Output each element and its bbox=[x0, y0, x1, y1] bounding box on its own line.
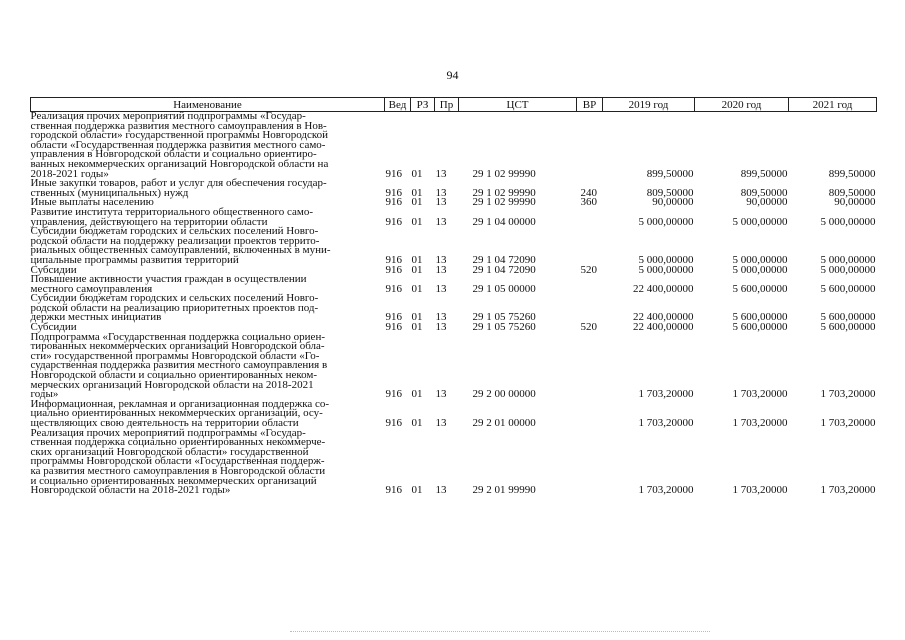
row-vr bbox=[577, 112, 603, 180]
header-2020: 2020 год bbox=[695, 98, 789, 112]
row-name-line: Развитие института территориального общественного само- bbox=[30, 205, 314, 218]
row-name-line: ских организаций Новгородской области» государственной bbox=[30, 445, 309, 458]
row-amount-2020: 5 600,00000 bbox=[732, 282, 788, 295]
row-vr: 520 bbox=[580, 321, 597, 334]
row-name-line: городской области» государственной программы Новгородской bbox=[30, 129, 329, 142]
row-cst: 29 1 05 00000 bbox=[472, 282, 536, 295]
table-row bbox=[31, 294, 877, 323]
table-row bbox=[31, 227, 877, 265]
row-pr: 13 bbox=[435, 484, 447, 497]
row-amount-2019: 5 000,00000 bbox=[638, 263, 694, 276]
table-row bbox=[31, 333, 877, 400]
row-name-line: держки местных инициатив bbox=[30, 311, 162, 324]
row-name-line: Новгородской области и социально ориентированных неком- bbox=[30, 369, 318, 382]
row-cst: 29 2 01 99990 bbox=[472, 484, 536, 497]
row-name bbox=[30, 330, 385, 401]
row-amount-2021: 899,50000 bbox=[828, 167, 876, 180]
row-name-line: циально ориентированных некоммерческих организаций, осу- bbox=[30, 407, 323, 420]
table-row bbox=[31, 429, 877, 496]
row-amount-2021: 90,00000 bbox=[834, 196, 876, 209]
row-amount-2019: 1 703,20000 bbox=[638, 417, 694, 429]
row-pr: 13 bbox=[435, 167, 447, 180]
row-name-line: управления в Новгородской области и социально ориентиро- bbox=[30, 148, 317, 161]
row-amount-2020: 899,50000 bbox=[740, 167, 788, 180]
row-amount-2021: 5 600,00000 bbox=[820, 311, 876, 324]
row-name bbox=[30, 397, 385, 429]
row-name bbox=[31, 112, 385, 180]
row-vr: 360 bbox=[580, 196, 597, 209]
row-amount-2020: 5 600,00000 bbox=[732, 321, 788, 334]
row-name-line: сти» государственной программы Новгородской области «Го- bbox=[30, 349, 320, 362]
header-ved: Вед bbox=[385, 98, 411, 112]
row-amount-2021: 1 703,20000 bbox=[820, 484, 876, 497]
row-amount-2021: 1 703,20000 bbox=[820, 417, 876, 429]
row-cst: 29 1 02 99990 bbox=[472, 196, 536, 209]
row-amount-2020: 5 000,00000 bbox=[732, 253, 788, 266]
row-pr: 13 bbox=[435, 196, 447, 209]
row-rz: 01 bbox=[411, 311, 423, 324]
row-amount-2019: 809,50000 bbox=[646, 186, 694, 199]
row-ved: 916 bbox=[385, 253, 402, 266]
row-pr: 13 bbox=[435, 417, 447, 429]
row-cst: 29 1 05 75260 bbox=[472, 311, 536, 324]
row-amount-2021: 809,50000 bbox=[828, 186, 876, 199]
row-vr bbox=[577, 208, 603, 227]
row-cst: 29 1 04 00000 bbox=[472, 215, 536, 228]
page-number: 94 bbox=[446, 68, 459, 82]
row-cst: 29 1 02 99990 bbox=[472, 186, 536, 199]
row-vr bbox=[577, 275, 603, 294]
row-ved: 916 bbox=[385, 484, 402, 497]
row-pr: 13 bbox=[435, 311, 447, 324]
row-name-line: Субсидии bbox=[30, 321, 77, 334]
row-amount-2019: 90,00000 bbox=[652, 196, 694, 209]
row-rz: 01 bbox=[411, 417, 423, 429]
row-name-line: сударственная поддержка развития местного самоуправления в bbox=[30, 359, 328, 372]
row-name-line: 2018-2021 годы» bbox=[30, 167, 109, 180]
row-name-line: родской области на поддержку реализации проектов террито- bbox=[30, 234, 320, 247]
row-ved: 916 bbox=[385, 167, 402, 180]
header-2021: 2021 год bbox=[789, 98, 877, 112]
row-vr bbox=[577, 227, 603, 265]
budget-table bbox=[30, 97, 877, 496]
header-vr: ВР bbox=[577, 98, 603, 112]
row-vr bbox=[577, 429, 603, 496]
row-name-line: годы» bbox=[30, 388, 59, 401]
row-amount-2019: 22 400,00000 bbox=[633, 321, 694, 334]
row-ved: 916 bbox=[385, 186, 402, 199]
row-rz: 01 bbox=[411, 196, 423, 209]
row-rz: 01 bbox=[411, 253, 423, 266]
row-amount-2019: 899,50000 bbox=[646, 167, 694, 180]
row-vr bbox=[577, 333, 603, 400]
row-name-line: Новгородской области на 2018-2021 годы» bbox=[30, 484, 231, 497]
row-cst: 29 2 01 00000 bbox=[472, 417, 536, 429]
row-amount-2021: 5 600,00000 bbox=[820, 321, 876, 334]
row-amount-2020: 1 703,20000 bbox=[732, 388, 788, 401]
row-ved: 916 bbox=[385, 263, 402, 276]
row-name-line: ственных (муниципальных) нужд bbox=[30, 186, 189, 199]
table-row bbox=[31, 400, 877, 429]
row-ved: 916 bbox=[385, 417, 402, 429]
row-name-line: Информационная, рекламная и организационная поддержка со- bbox=[30, 397, 330, 410]
row-amount-2019: 22 400,00000 bbox=[633, 282, 694, 295]
row-name-line: Реализация прочих мероприятий подпрограммы «Государ- bbox=[30, 110, 306, 122]
row-pr: 13 bbox=[435, 282, 447, 295]
row-amount-2021: 5 000,00000 bbox=[820, 215, 876, 228]
row-amount-2020: 90,00000 bbox=[746, 196, 788, 209]
row-vr: 520 bbox=[580, 263, 597, 276]
row-amount-2020: 5 000,00000 bbox=[732, 263, 788, 276]
row-name-line: Субсидии бюджетам городских и сельских поселений Новго- bbox=[30, 292, 319, 305]
table-row bbox=[31, 112, 877, 180]
row-rz: 01 bbox=[411, 388, 423, 401]
row-ved: 916 bbox=[385, 388, 402, 401]
row-amount-2019: 22 400,00000 bbox=[633, 311, 694, 324]
row-ved: 916 bbox=[385, 215, 402, 228]
row-amount-2021: 5 000,00000 bbox=[820, 263, 876, 276]
row-amount-2019: 5 000,00000 bbox=[638, 215, 694, 228]
row-amount-2020: 1 703,20000 bbox=[732, 417, 788, 429]
row-pr: 13 bbox=[435, 215, 447, 228]
row-name-line: мерческих организаций Новгородской области на 2018-2021 bbox=[30, 378, 314, 391]
row-amount-2020: 809,50000 bbox=[740, 186, 788, 199]
row-amount-2020: 5 000,00000 bbox=[732, 215, 788, 228]
scan-artifact-line bbox=[290, 631, 710, 634]
row-name-line: области «Государственная поддержка развития местного само- bbox=[30, 138, 326, 151]
row-name-line: Субсидии bbox=[30, 263, 77, 276]
row-name-line: ка развития местного самоуправления в Новгородской области bbox=[30, 464, 326, 477]
row-rz: 01 bbox=[411, 263, 423, 276]
row-name-line: Иные выплаты населению bbox=[30, 196, 154, 209]
row-cst: 29 1 04 72090 bbox=[472, 253, 536, 266]
row-pr: 13 bbox=[435, 388, 447, 401]
row-name-line: Субсидии бюджетам городских и сельских поселений Новго- bbox=[30, 225, 319, 238]
table-body bbox=[31, 112, 877, 496]
row-name-line: Иные закупки товаров, работ и услуг для обеспечения государ- bbox=[30, 177, 327, 190]
row-name bbox=[30, 426, 385, 497]
row-name-line: местного самоуправления bbox=[30, 282, 153, 295]
row-name-line: ванных некоммерческих организаций Новгородской области на bbox=[30, 157, 329, 170]
row-pr: 13 bbox=[435, 253, 447, 266]
row-name-line: риальных общественных самоуправлений, включенных в муни- bbox=[30, 244, 331, 257]
header-rz: РЗ bbox=[411, 98, 435, 112]
row-amount-2019: 5 000,00000 bbox=[638, 253, 694, 266]
row-amount-2019: 1 703,20000 bbox=[638, 388, 694, 401]
header-cst: ЦСТ bbox=[459, 98, 577, 112]
row-amount-2021: 5 000,00000 bbox=[820, 253, 876, 266]
row-cst: 29 2 00 00000 bbox=[472, 388, 536, 401]
row-name-line: управления, действующего на территории области bbox=[30, 215, 268, 228]
row-cst: 29 1 04 72090 bbox=[472, 263, 536, 276]
row-name-line: программы Новгородской области «Государственная поддерж- bbox=[30, 455, 325, 468]
row-name-line: ственная поддержка социально ориентированных некоммерче- bbox=[30, 436, 326, 449]
row-name bbox=[31, 227, 385, 265]
row-name-line: Подпрограмма «Государственная поддержка социально ориен- bbox=[30, 330, 325, 343]
row-name-line: ственная поддержка развития местного самоуправления в Нов- bbox=[30, 119, 327, 132]
row-name-line: Реализация прочих мероприятий подпрограммы «Государ- bbox=[30, 426, 306, 439]
row-cst: 29 1 02 99990 bbox=[472, 167, 536, 180]
row-name-line: тированных некоммерческих организаций Новгородской обла- bbox=[30, 340, 325, 353]
row-name bbox=[31, 294, 385, 323]
row-name-line: Повышение активности участия граждан в осуществлении bbox=[30, 273, 307, 286]
header-name: Наименование bbox=[31, 98, 385, 112]
row-name-line: ципальные программы развития территорий bbox=[30, 253, 239, 266]
row-amount-2020: 5 600,00000 bbox=[732, 311, 788, 324]
row-rz: 01 bbox=[411, 321, 423, 334]
header-pr: Пр bbox=[435, 98, 459, 112]
row-amount-2020: 1 703,20000 bbox=[732, 484, 788, 497]
row-ved: 916 bbox=[385, 196, 402, 209]
row-vr bbox=[577, 294, 603, 323]
row-pr: 13 bbox=[435, 263, 447, 276]
row-name-line: и социально ориентированных некоммерческих организаций bbox=[30, 474, 317, 487]
row-ved: 916 bbox=[385, 321, 402, 334]
row-vr bbox=[577, 400, 603, 429]
row-pr: 13 bbox=[435, 186, 447, 199]
row-ved: 916 bbox=[385, 311, 402, 324]
row-vr: 240 bbox=[580, 186, 597, 199]
row-rz: 01 bbox=[411, 215, 423, 228]
row-rz: 01 bbox=[411, 186, 423, 199]
row-cst: 29 1 05 75260 bbox=[472, 321, 536, 334]
row-amount-2021: 1 703,20000 bbox=[820, 388, 876, 401]
row-amount-2019: 1 703,20000 bbox=[638, 484, 694, 497]
row-rz: 01 bbox=[411, 167, 423, 180]
row-name-line: родской области на реализацию приоритетных проектов под- bbox=[30, 301, 319, 314]
row-rz: 01 bbox=[411, 484, 423, 497]
row-ved: 916 bbox=[385, 282, 402, 295]
row-name-line: ществляющих свою деятельность на территории области bbox=[30, 417, 299, 429]
row-rz: 01 bbox=[411, 282, 423, 295]
header-2019: 2019 год bbox=[603, 98, 695, 112]
row-amount-2021: 5 600,00000 bbox=[820, 282, 876, 295]
row-pr: 13 bbox=[435, 321, 447, 334]
